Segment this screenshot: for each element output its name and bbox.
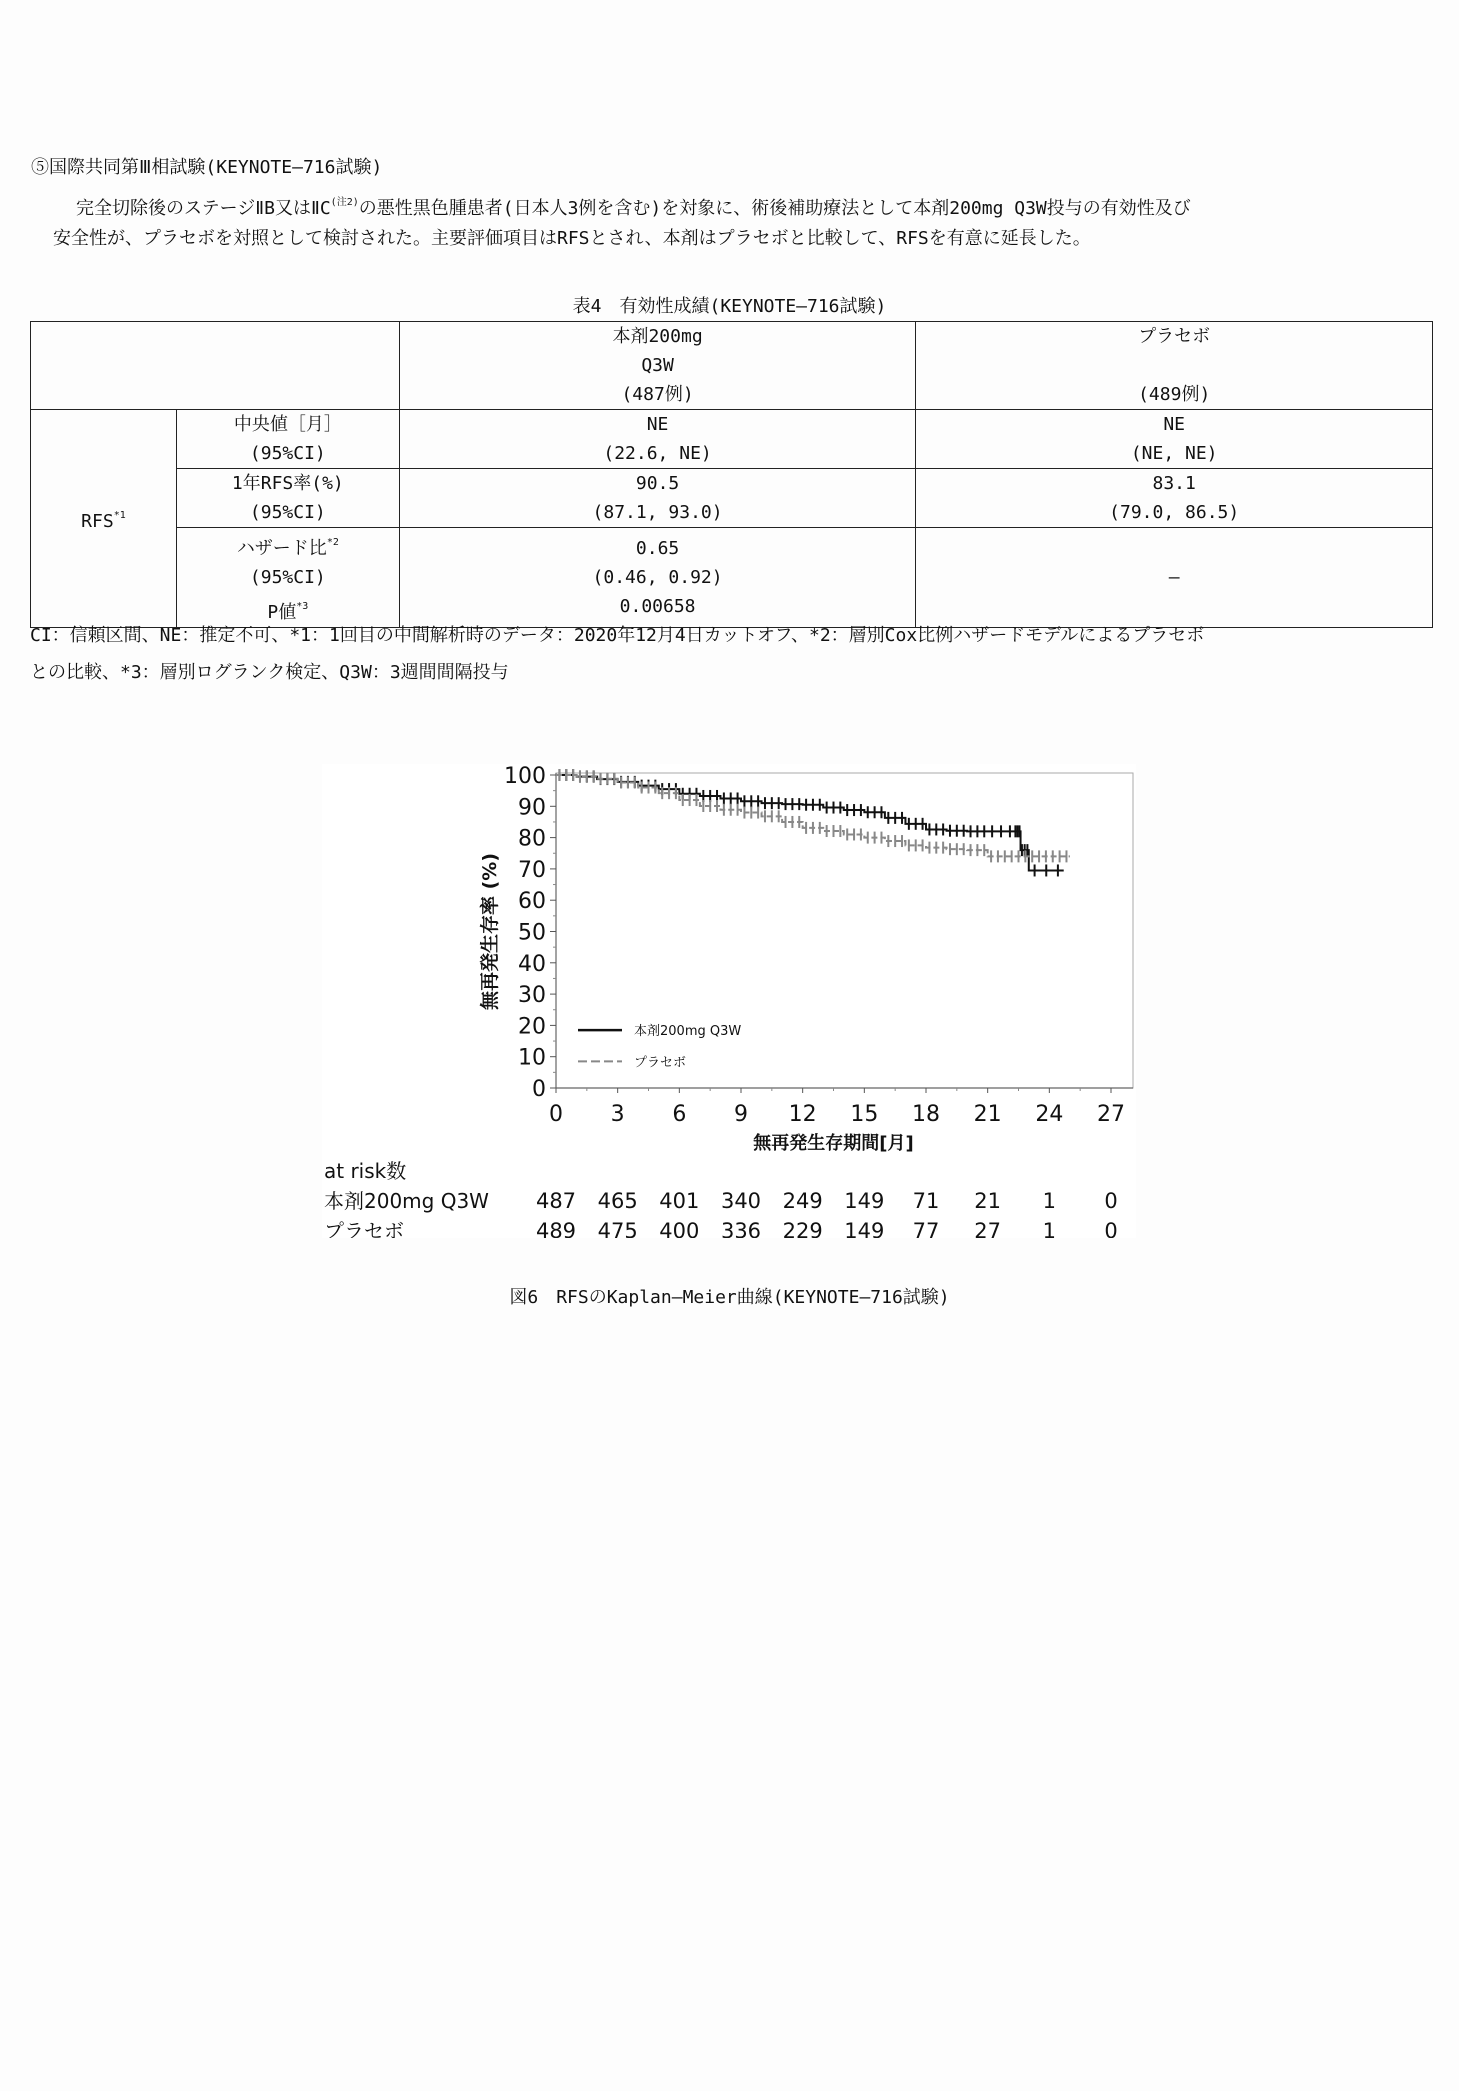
table-row (31, 469, 1433, 528)
at-risk-value: 71 (912, 1189, 940, 1213)
paragraph-text: の悪性黒色腫患者(日本人3例を含む)を対象に、術後補助療法として本剤200mg Q3W投与の有効性及び (358, 198, 1191, 219)
at-risk-title: at risk数 (324, 1159, 407, 1183)
table-header-row (31, 322, 1433, 410)
header-empty-cell (31, 322, 400, 410)
at-risk-value: 77 (912, 1219, 940, 1238)
p-value: 0.00658 (619, 596, 696, 617)
y-tick-label: 80 (518, 826, 546, 852)
row-group-label (31, 410, 177, 628)
at-risk-row-label: プラセボ (324, 1219, 404, 1238)
km-curve-drug (556, 775, 1064, 870)
figure-caption: 図6 RFSのKaplan―Meier曲線(KEYNOTE―716試験) (509, 1287, 950, 1308)
legend-label-drug: 本剤200mg Q3W (634, 1024, 742, 1040)
at-risk-value: 487 (535, 1189, 577, 1213)
km-curve-placebo (556, 775, 1070, 856)
section-heading: ⑤国際共同第Ⅲ相試験(KEYNOTE―716試験) (31, 157, 383, 178)
footnote-marker: *2 (326, 537, 339, 548)
at-risk-value: 336 (720, 1219, 762, 1238)
y-axis-label: 無再発生存率 (%) (479, 852, 501, 1011)
at-risk-value: 340 (720, 1189, 762, 1213)
y-tick-label: 0 (532, 1077, 546, 1102)
header-drug-name: 本剤200mg (612, 326, 703, 347)
footnote-marker: *3 (296, 601, 309, 612)
footnote-line-1: CI：信頼区間、NE：推定不可、*1：1回目の中間解析時のデータ：2020年12月4日カットオフ、*2：層別Cox比例ハザードモデルによるプラセボ (30, 625, 1205, 646)
paragraph-line-2: 安全性が、プラセボを対照として検討された。主要評価項目はRFSとされ、本剤はプラセボと比較して、RFSを有意に延長した。 (53, 228, 1091, 249)
study-description (31, 188, 1436, 254)
value-ci: (87.1, 93.0) (592, 502, 723, 523)
plot-frame (556, 773, 1133, 1088)
at-risk-value: 149 (844, 1219, 885, 1238)
value: 90.5 (635, 473, 680, 494)
header-drug-schedule: Q3W (641, 355, 674, 376)
km-chart (322, 764, 1136, 1238)
y-tick-label: 90 (518, 795, 546, 821)
at-risk-value: 489 (535, 1219, 577, 1238)
label-line: 1年RFS率(%) (231, 473, 344, 494)
value-ci: (NE, NE) (1130, 443, 1218, 464)
table-footnote (30, 617, 1440, 691)
at-risk-value: 0 (1104, 1189, 1118, 1213)
cell-drug-hazard-ratio (399, 528, 916, 628)
label-line: (95%CI) (249, 567, 326, 588)
x-tick-label: 9 (734, 1102, 748, 1127)
header-drug (399, 322, 916, 410)
header-placebo-n: (489例) (1138, 384, 1211, 405)
table-caption: 表4 有効性成績(KEYNOTE―716試験) (572, 296, 887, 317)
at-risk-value: 1 (1042, 1219, 1057, 1238)
value: 0.65 (635, 538, 680, 559)
x-tick-label: 6 (672, 1102, 687, 1127)
at-risk-value: 249 (782, 1189, 823, 1213)
plot-area (324, 764, 1133, 1238)
x-tick-label: 12 (788, 1102, 817, 1127)
footnote-line-2: との比較、*3：層別ログランク検定、Q3W：3週間間隔投与 (30, 662, 509, 683)
paragraph-line-1 (31, 188, 1436, 224)
header-drug-n: (487例) (621, 384, 694, 405)
label-text: P値 (267, 602, 297, 623)
x-tick-label: 24 (1035, 1102, 1064, 1127)
table-row (31, 410, 1433, 469)
at-risk-value: 21 (974, 1189, 1002, 1213)
at-risk-value: 229 (782, 1219, 823, 1238)
label-line (177, 528, 399, 563)
row-label-median (176, 410, 399, 469)
x-tick-label: 27 (1097, 1102, 1125, 1127)
label-text: ハザード比 (236, 538, 327, 559)
value: NE (646, 414, 669, 435)
rfs-label: RFS (81, 511, 114, 532)
header-placebo-name: プラセボ (1138, 326, 1211, 347)
y-tick-label: 70 (518, 857, 546, 883)
at-risk-value: 475 (597, 1219, 638, 1238)
note-reference: (注2) (330, 197, 359, 208)
at-risk-value: 27 (974, 1219, 1002, 1238)
at-risk-value: 400 (659, 1219, 700, 1238)
y-tick-label: 50 (518, 920, 546, 946)
cell-drug-1yr-rfs (399, 469, 916, 528)
paragraph-text: 完全切除後のステージⅡB又はⅡC (76, 198, 331, 219)
label-line: 中央値［月］ (233, 414, 342, 435)
x-tick-label: 18 (912, 1102, 940, 1127)
value: NE (1163, 414, 1186, 435)
at-risk-value: 149 (844, 1189, 885, 1213)
x-tick-label: 21 (973, 1102, 1002, 1127)
value-dash: — (1168, 567, 1180, 588)
footnote-marker: *1 (113, 510, 126, 521)
at-risk-value: 465 (597, 1189, 638, 1213)
legend-label-placebo: プラセボ (634, 1055, 687, 1071)
y-tick-label: 20 (518, 1014, 546, 1040)
cell-placebo-median (916, 410, 1433, 469)
row-label-1yr-rfs (176, 469, 399, 528)
value-ci: (79.0, 86.5) (1109, 502, 1240, 523)
x-tick-label: 3 (610, 1102, 625, 1127)
at-risk-row-label: 本剤200mg Q3W (324, 1189, 489, 1213)
label-line: (95%CI) (249, 443, 326, 464)
y-tick-label: 60 (518, 889, 546, 915)
header-placebo (916, 322, 1433, 410)
y-tick-label: 40 (518, 951, 546, 977)
x-axis-label: 無再発生存期間[月] (753, 1133, 914, 1154)
cell-placebo-hazard-ratio (916, 528, 1433, 628)
cell-placebo-1yr-rfs (916, 469, 1433, 528)
row-label-hazard-ratio (176, 528, 399, 628)
x-tick-label: 15 (850, 1102, 879, 1127)
value-ci: (0.46, 0.92) (592, 567, 723, 588)
at-risk-value: 0 (1104, 1219, 1118, 1238)
label-line: (95%CI) (249, 502, 326, 523)
x-tick-label: 0 (549, 1102, 563, 1127)
at-risk-value: 401 (659, 1189, 700, 1213)
at-risk-value: 1 (1042, 1189, 1057, 1213)
y-tick-label: 100 (504, 764, 546, 789)
table-row (31, 528, 1433, 628)
y-tick-label: 10 (518, 1045, 546, 1071)
cell-drug-median (399, 410, 916, 469)
y-tick-label: 30 (518, 983, 546, 1009)
value: 83.1 (1152, 473, 1196, 494)
value-ci: (22.6, NE) (603, 443, 712, 464)
header-placebo-blank (916, 351, 1432, 380)
efficacy-table (30, 321, 1433, 628)
km-figure (322, 764, 1136, 1238)
